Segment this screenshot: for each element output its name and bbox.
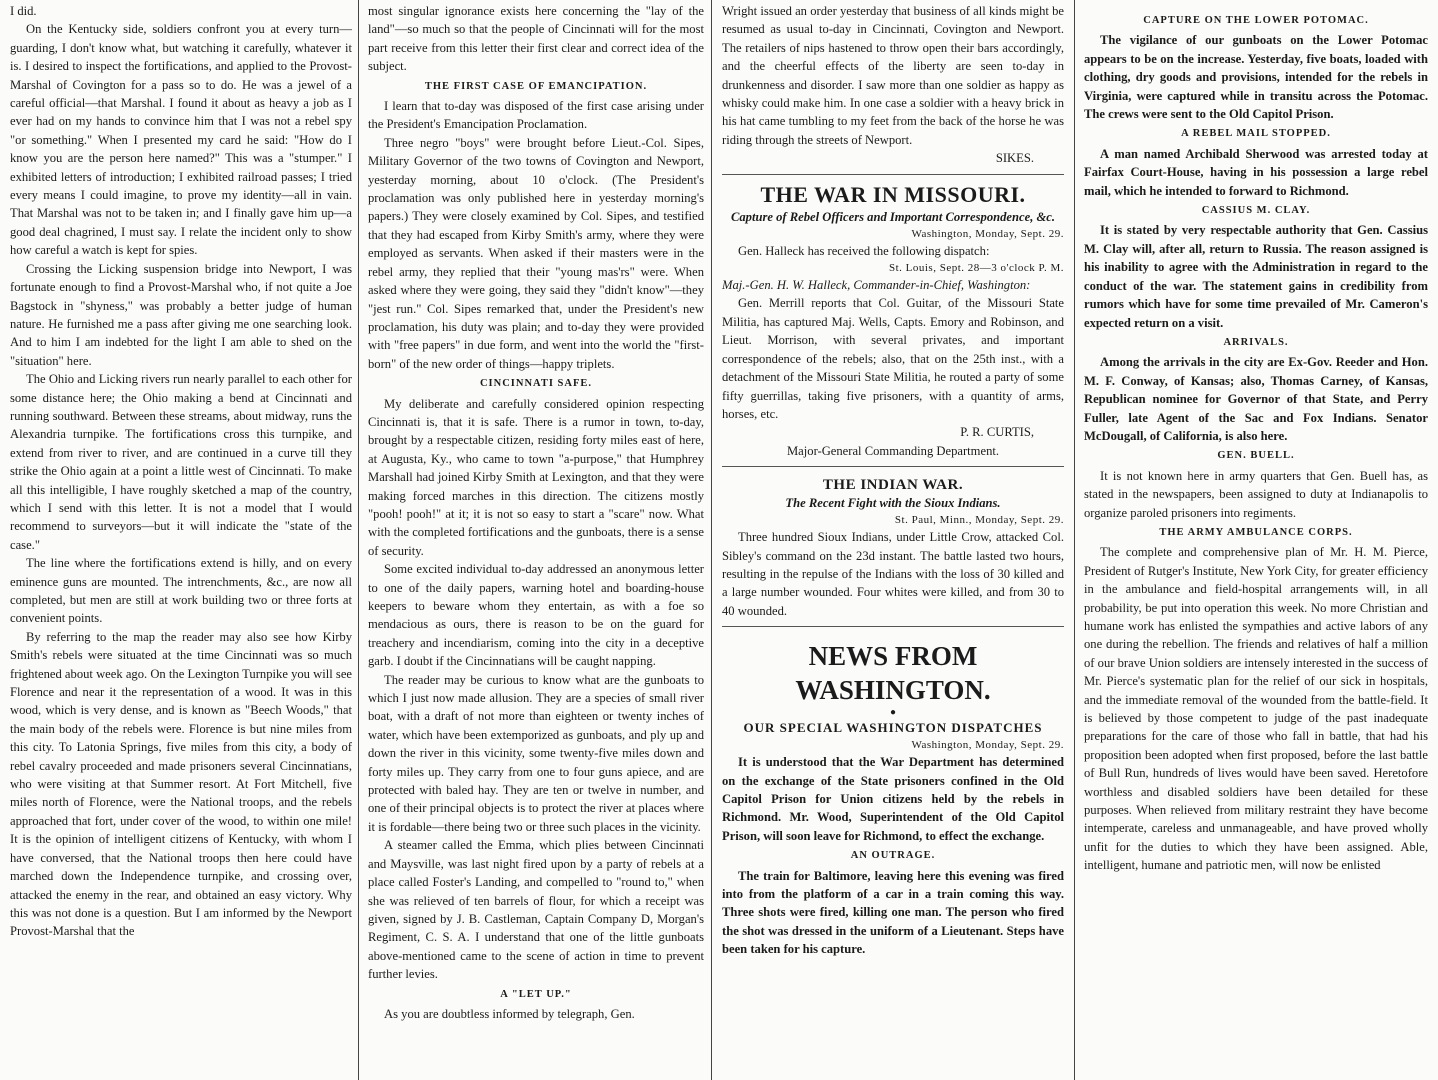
subheadline: The Recent Fight with the Sioux Indians.	[785, 496, 1001, 511]
paragraph: It is stated by very respectable authority that Gen. Cassius M. Clay will, after all, return to Russia. The reason assigned is his inability to agree with the Administration in regard to the conduct of the war. The statement gains in credibility from rumors which have for some time prevailed of Mr. Cameron's expected return on a visit.	[1084, 223, 1428, 330]
column-rule	[358, 0, 359, 1080]
section-heading: CAPTURE ON THE LOWER POTOMAC.	[1143, 15, 1369, 26]
paragraph: On the Kentucky side, soldiers confront you at every turn—guarding, I don't know what, but watching it carefully, whatever it is. I desired to inspect the fortifications, and applied to the Provost-Marshal of Covington for a pass so to do. He was a jewel of a careful official—that Marshal. I found it about as heavy a job as I ever had on my hands to convince him that I was not a rebel spy "or something." When I presented my card he said: "How do I know you are the person here named?" This was a "stumper." I exhibited letters of introduction; I exhibited railroad passes; I tried every means I could imagine, to prove my identity—all in vain. That Marshal was not to be taken in; and I finally gave him up—a good deal chagrined, I must say. I relate the incident only to show how careful a watch is kept for spies.	[10, 22, 352, 258]
paragraph: The vigilance of our gunboats on the Lower Potomac appears to be on the increase. Yesterday, five boats, loaded with clothing, dry goods and provisions, intended for the rebels in Virginia, were captured while in transitu across the Potomac. The crews were sent to the Old Capitol Prison.	[1084, 33, 1428, 122]
dateline: St. Paul, Minn., Monday, Sept. 29.	[894, 514, 1064, 527]
paragraph: My deliberate and carefully considered opinion respecting Cincinnati is, that it is safe. There is a rumor in town, to-day, brought by a respectable citizen, residing forty miles east of here, at Augusta, Ky., who came to town "a-purpose," that Humphrey Marshall had joined Kirby Smith at Lexington, and that they were making forced marches in this direction. The citizens mostly "pooh! pooh!" at it; it is not so easy to start a "scare" now. What with the completed fortifications and the gunboats, there is a sense of security.	[368, 396, 704, 558]
paragraph: Crossing the Licking suspension bridge into Newport, I was fortunate enough to find a Provost-Marshal who, if not quite a Joe Bagstock in "shyness," was probably a better judge of human nature. He furnished me a pass after giving me one searching look. And to him I am indebted for the light I am able to shed on the "situation" here.	[10, 261, 352, 368]
signature-title: Major-General Commanding Department.	[786, 443, 1000, 458]
divider	[722, 466, 1064, 467]
headline-washington: NEWS FROM WASHINGTON.	[795, 641, 991, 706]
section-heading: CINCINNATI SAFE.	[479, 378, 593, 390]
paragraph: I learn that to-day was disposed of the first case arising under the President's Emancipation Proclamation.	[368, 99, 704, 132]
column-1	[2, 0, 358, 1080]
paragraph: A steamer called the Emma, which plies between Cincinnati and Maysville, was last night fired upon by a party of rebels at a place called Foster's Landing, and compelled to "round to," when she was relieved of ten barrels of flour, for which a receipt was given, signed by J. B. Castleman, Captain Company D, Morgan's Regiment, C. S. A. I understand that one of the little gunboats above-mentioned came to the scene of action in time to prevent further levies.	[368, 838, 704, 982]
addressee: Maj.-Gen. H. W. Halleck, Commander-in-Chief, Washington:	[722, 278, 1031, 293]
subheadline: Capture of Rebel Officers and Important Correspondence, &c.	[730, 209, 1056, 224]
paragraph: Gen. Halleck has received the following dispatch:	[738, 243, 990, 258]
section-heading: A REBEL MAIL STOPPED.	[1181, 128, 1331, 140]
headline-missouri: THE WAR IN MISSOURI.	[760, 181, 1026, 207]
paragraph: The train for Baltimore, leaving here this evening was fired into from the platform of a car in a train coming this way. Three shots were fired, killing one man. The person who fired the shot was dressed in the uniform of a Lieutenant. Steps have been taken for his capture.	[722, 868, 1064, 957]
section-heading: ARRIVALS.	[1223, 336, 1289, 348]
column-4	[1076, 0, 1436, 1080]
column-3	[712, 0, 1072, 1080]
paragraph: The complete and comprehensive plan of Mr. H. M. Pierce, President of Rutger's Institute, New York City, for greater efficiency in the ambulance and field-hospital arrangements will, in all probability, be put into operation this week. No more Christian and humane work has enlisted the sympathies and active labors of any one during the rebellion. The friends and relatives of half a million of our brave Union soldiers are intensely interested in the success of Mr. Pierce's systematic plan for the relief of our sick in hospitals, and the immediate removal of the wounded from the battle-field. It is believed by those competent to judge of the past inadequate preparations for the care of those who fall in battle, that had his proposition been adopted when first proposed, before the last battle of Bull Run, hundreds of lives would have been saved. Heretofore worthless and disabled soldiers have been detailed for these purposes. When relieved from military restraint they have become intemperate, careless and unmanageable, and have proved wholly unfit for the duties to which they have been assigned. Able, intelligent, humane and patriotic men, will now be enlisted	[1084, 545, 1428, 873]
dateline: Washington, Monday, Sept. 29.	[911, 227, 1064, 240]
headline-indian-war: THE INDIAN WAR.	[822, 477, 964, 494]
paragraph: By referring to the map the reader may also see how Kirby Smith's rebels were situated at the time Cincinnati was so much frightened about week ago. On the Lexington Turnpike you will see Florence and near it the representation of a wood. It was in this wood, which is very dense, and is known as "Beech Woods," that the main body of the rebels were. Florence is but nine miles from this city. To Latonia Springs, five miles from this city, a body of rebel cavalry proceeded and made prisoners several Cincinnatians, who were visiting at that Summer resort. At Fort Mitchell, five miles north of Florence, were the National troops, and the rebels approached that fort, under cover of the wood, to within one mile! It is the opinion of intelligent citizens of Kentucky, with whom I have conversed, that the National troops then here could have marched down the Independence turnpike, and crossing over, attacked the enemy in the rear, and obtained an easy victory. Why this was not done is a question. But I am informed by the Newport Provost-Marshal that the	[10, 629, 352, 939]
paragraph: Three hundred Sioux Indians, under Little Crow, attacked Col. Sibley's command on the 23d instant. The battle lasted two hours, resulting in the repulse of the Indians with the loss of 30 killed and a large number wounded. Four whites were killed, and from 30 to 40 wounded.	[722, 530, 1064, 618]
paragraph: Some excited individual to-day addressed an anonymous letter to one of the daily papers, warning hotel and boarding-house keepers to beware whom they entertain, as with a foe so mendacious as ours, there is reason to be on the guard for treachery and incendiarism, coming into the city in a deceptive garb. I doubt if the Cincinnatians will be caught napping.	[368, 562, 704, 669]
paragraph: It is not known here in army quarters that Gen. Buell has, as stated in the newspapers, been assigned to duty at Indianapolis to organize paroled prisoners into regiments.	[1084, 468, 1428, 520]
dateline: St. Louis, Sept. 28—3 o'clock P. M.	[888, 262, 1064, 275]
subheadline: OUR SPECIAL WASHINGTON DISPATCHES	[743, 720, 1043, 736]
paragraph: I did.	[10, 4, 37, 18]
paragraph: Among the arrivals in the city are Ex-Gov. Reeder and Hon. M. F. Conway, of Kansas; also, Thomas Carney, of Kansas, Republican nominee for Governor of that State, and Perry Fuller, late Agent of the Sac and Fox Indians. Senator McDougall, of California, is also here.	[1084, 355, 1428, 443]
section-heading: THE ARMY AMBULANCE CORPS.	[1159, 526, 1353, 538]
paragraph: The reader may be curious to know what are the gunboats to which I just now made allusion. They are a species of small river boat, with a draft of not more than eighteen or twenty inches of water, which have been extemporized as gunboats, and ply up and down the river in this vicinity, some twenty-five miles down and forty miles up. They carry from one to four guns apiece, and are protected with baled hay. They are ten or twelve in number, and one of their principal objects is to protect the river at places where it is fordable—there being two or three such places in the vicinity.	[368, 672, 704, 834]
section-heading: THE FIRST CASE OF EMANCIPATION.	[424, 80, 648, 92]
paragraph: As you are doubtless informed by telegraph, Gen.	[384, 1006, 635, 1021]
paragraph: It is understood that the War Department has determined on the exchange of the State prisoners confined in the Old Capitol Prison for Union citizens held by the rebels in Richmond. Mr. Wood, Superintendent of the Old Capitol Prison, will soon leave for Richmond, to effect the exchange.	[722, 755, 1064, 843]
section-heading: CASSIUS M. CLAY.	[1201, 205, 1311, 217]
paragraph: The Ohio and Licking rivers run nearly parallel to each other for some distance here; the Ohio making a bend at Cincinnati and running southward. Between these streams, about midway, runs the Alexandria turnpike. The fortifications cross this turnpike, and extend from river to river, and are continued in a curve till they strike the Ohio again at a point a little west of Cincinnati. To make all this intelligible, I have roughly sketched a map of the country, which I send with this letter. It is not a model that I would recommend to surveyors—but it will indicate the "state of the case."	[10, 372, 352, 552]
divider	[722, 626, 1064, 627]
paragraph: Three negro "boys" were brought before Lieut.-Col. Sipes, Military Governor of the two towns of Covington and Newport, yesterday morning, about 10 o'clock. (The President's proclamation was only published here in yesterday morning's papers.) They were closely examined by Col. Sipes, and testified that they had escaped from Kirby Smith's army, where they were employed as servants. When asked if their masters were in the rebel army, they replied that their "young mas'rs" were. When asked where they were going, they said they "didn't know"—they "jest run." Col. Sipes remarked that, under the President's new proclamation, his duty was plain; and to-day they were provided with "free papers" in due form, and went into the world the "first-born" of the new order of things—happy triplets.	[368, 135, 704, 371]
column-rule	[1074, 0, 1075, 1080]
paragraph: A man named Archibald Sherwood was arrested today at Fairfax Court-House, having in his possession a large rebel mail, which he intended to forward to Richmond.	[1084, 146, 1428, 198]
section-heading: A "LET UP."	[500, 988, 572, 1000]
section-heading: GEN. BUELL.	[1217, 450, 1295, 462]
section-heading: AN OUTRAGE.	[850, 850, 936, 862]
paragraph: The line where the fortifications extend is hilly, and on every eminence guns are mounted. The intrenchments, &c., are now all completed, but men are still at work building two or three forts at convenient points.	[10, 556, 352, 626]
signature: P. R. CURTIS,	[960, 425, 1034, 440]
signature: SIKES.	[995, 151, 1034, 166]
column-2	[360, 0, 710, 1080]
bullet-ornament: ●	[889, 707, 897, 719]
paragraph: Gen. Merrill reports that Col. Guitar, of the Missouri State Militia, has captured Maj. Wells, Capts. Emory and Robinson, and Lieut. Morrison, with several privates, and important correspondence of the rebels; also, that on the 25th inst., with a detachment of the Missouri State Militia, he routed a party of some fifty guerrillas, taking five prisoners, with a quantity of arms, horses, etc.	[722, 296, 1064, 421]
paragraph: most singular ignorance exists here concerning the "lay of the land"—so much so that the people of Cincinnati will for the most part receive from this letter their first clear and correct idea of the subject.	[368, 4, 704, 74]
paragraph: Wright issued an order yesterday that business of all kinds might be resumed as usual to-day in Cincinnati, Covington and Newport. The retailers of nips hastened to throw open their bars accordingly, and the cheerful effects of the liberty are seen to-day in drunkenness and disorder. I saw more than one soldier as happy as whisky could make him. In one case a soldier with a heavy brick in his hat came tumbling to my feet from the back of the horse he was riding through the streets of Newport.	[722, 4, 1064, 147]
dateline: Washington, Monday, Sept. 29.	[911, 739, 1064, 752]
divider	[722, 174, 1064, 175]
